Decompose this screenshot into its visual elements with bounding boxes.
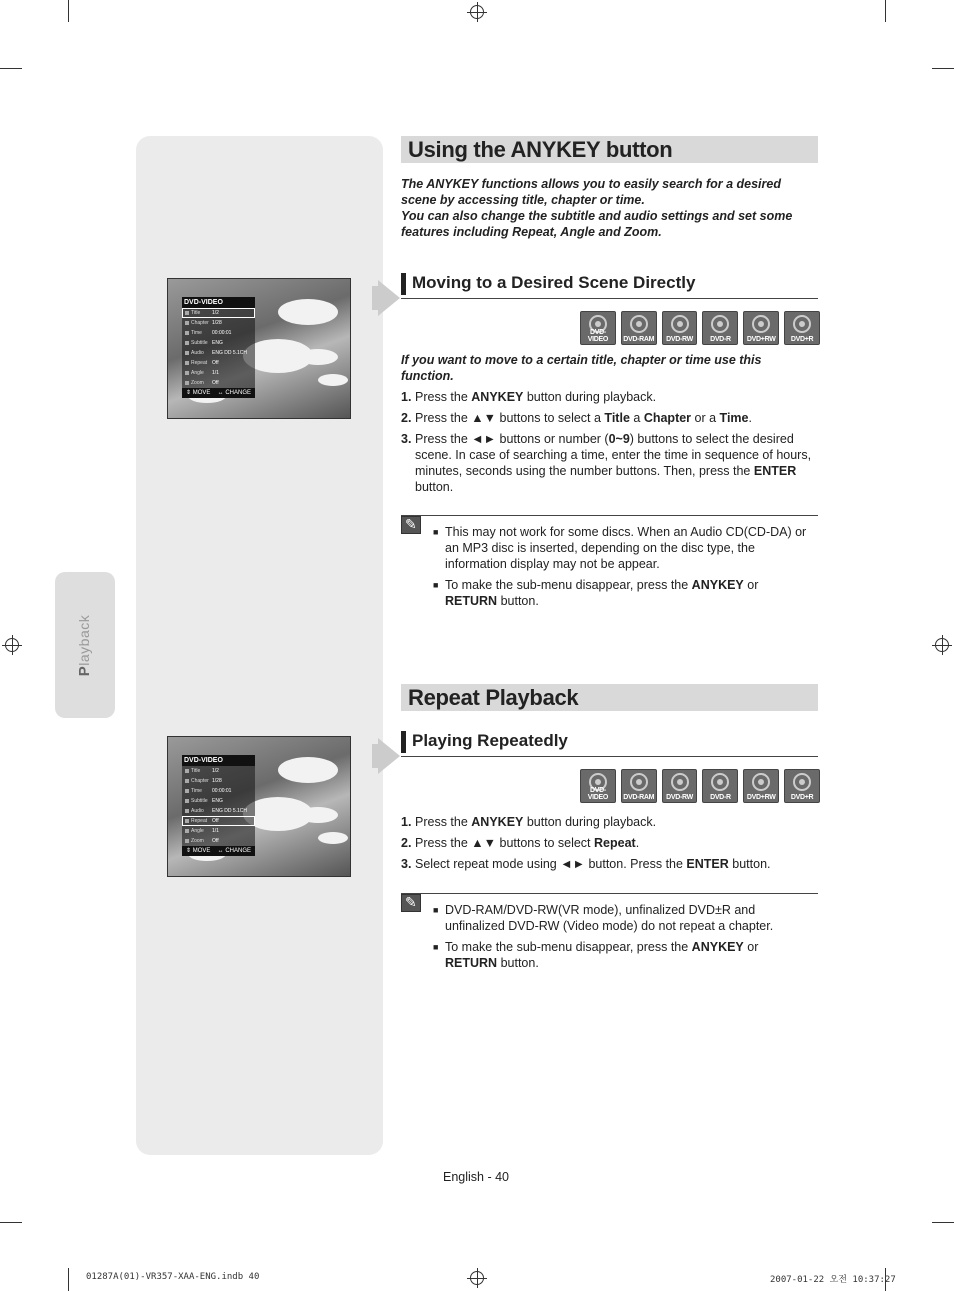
note-pencil-icon	[401, 894, 421, 912]
note-box	[401, 893, 818, 984]
text-run: .	[635, 836, 640, 850]
osd-row-icon	[185, 351, 189, 355]
osd-row-value: 1/1	[212, 370, 219, 376]
step-number: 1.	[401, 390, 412, 404]
osd-row-icon	[185, 311, 189, 315]
osd-row-key: Chapter	[191, 320, 209, 326]
intro-line: The ANYKEY functions allows you to easily search for a desired	[401, 177, 781, 191]
bold-term: ENTER	[753, 464, 797, 478]
text-run: button during playback.	[523, 390, 657, 404]
osd-row-key: Repeat	[191, 360, 208, 366]
disc-type-icon	[743, 311, 779, 345]
note-item	[433, 524, 813, 572]
crop-mark	[932, 1222, 954, 1223]
seagull-image	[278, 299, 338, 325]
osd-change-hint: ↔ CHANGE	[217, 390, 251, 396]
osd-row-value: ENG DD 5.1CH	[212, 808, 248, 814]
text-run: or	[743, 578, 759, 592]
crop-mark	[68, 1268, 69, 1291]
osd-row-value: ENG	[212, 340, 223, 346]
seagull-image	[318, 374, 348, 386]
disc-type-icon	[784, 769, 820, 803]
osd-row	[182, 776, 255, 786]
osd-row-value: Off	[212, 380, 219, 386]
osd-row-value: 1/28	[212, 778, 222, 784]
registration-mark-icon	[5, 638, 19, 652]
osd-row-value: 1/2	[212, 768, 219, 774]
bold-term: Chapter	[643, 411, 692, 425]
note-item	[433, 939, 813, 971]
osd-row-value: 00:00:01	[212, 788, 232, 794]
crop-mark	[932, 68, 954, 69]
bold-term: ANYKEY	[471, 390, 524, 404]
bold-term: Title	[604, 411, 630, 425]
disc-type-label: DVD-VIDEO	[587, 329, 609, 343]
text-run: .	[748, 411, 752, 425]
osd-row-icon	[185, 769, 189, 773]
text-run: Press the	[415, 815, 472, 829]
disc-type-label: DVD-RW	[666, 336, 693, 343]
osd-row-icon	[185, 779, 189, 783]
osd-header: DVD-VIDEO	[182, 297, 255, 308]
bold-term: Time	[719, 411, 749, 425]
osd-footer	[182, 388, 255, 398]
registration-mark-icon	[470, 5, 484, 19]
osd-menu	[182, 297, 255, 398]
osd-row-key: Subtitle	[191, 340, 208, 346]
text-run: or	[743, 940, 759, 954]
subheading-label: Moving to a Desired Scene Directly	[412, 273, 696, 292]
osd-row-key: Angle	[191, 370, 204, 376]
page-number: English - 40	[443, 1170, 510, 1184]
osd-row-icon	[185, 331, 189, 335]
disc-type-label: DVD+R	[790, 336, 814, 343]
step-item	[401, 856, 819, 872]
text-run: DVD-RAM/DVD-RW(VR mode), unfinalized DVD±R and unfinalized DVD-RW (Video mode) do not repeat a chapter.	[445, 903, 774, 933]
osd-footer	[182, 846, 255, 856]
text-run: ) buttons to select the desired scene. In case of searching a time, enter the time in sequence of hours, minutes, seconds using the number buttons. Then, press the	[415, 432, 812, 478]
text-run: a	[629, 411, 644, 425]
osd-row-value: 1/28	[212, 320, 222, 326]
osd-row-icon	[185, 361, 189, 365]
disc-type-icon	[784, 311, 820, 345]
bold-term: RETURN	[445, 956, 498, 970]
disc-type-label: DVD+R	[790, 794, 814, 801]
page-title: Using the ANYKEY button	[408, 137, 673, 162]
step-item	[401, 814, 819, 830]
osd-row-icon	[185, 829, 189, 833]
text-run: Press the ▲▼ buttons to select	[415, 836, 594, 850]
seagull-image	[298, 349, 338, 365]
osd-move-hint: ⇕ MOVE	[186, 390, 211, 396]
osd-row-value: 1/2	[212, 310, 219, 316]
osd-row-icon	[185, 381, 189, 385]
bold-term: ANYKEY	[691, 578, 744, 592]
registration-mark-icon	[470, 1271, 484, 1285]
disc-icons	[580, 769, 820, 805]
crop-mark	[885, 0, 886, 22]
crop-mark	[0, 1222, 22, 1223]
print-date-info: 2007-01-22 오전 10:37:27	[770, 1275, 896, 1285]
text-run: button.	[728, 857, 771, 871]
osd-row-icon	[185, 799, 189, 803]
steps-list	[401, 814, 819, 877]
osd-row	[182, 308, 255, 318]
step-item	[401, 431, 819, 495]
text-run: To make the sub-menu disappear, press the	[445, 578, 692, 592]
osd-header: DVD-VIDEO	[182, 755, 255, 766]
text-run: This may not work for some discs. When an Audio CD(CD-DA) or an MP3 disc is inserted, depending on the disc type, the information display may not be appear.	[445, 525, 807, 571]
seagull-image	[318, 832, 348, 844]
osd-change-hint: ↔ CHANGE	[217, 848, 251, 854]
osd-row-value: 1/1	[212, 828, 219, 834]
text-run: or a	[691, 411, 720, 425]
note-box	[401, 515, 818, 616]
osd-row-icon	[185, 819, 189, 823]
text-run: button during playback.	[523, 815, 657, 829]
print-file-info: 01287A(01)-VR357-XAA-ENG.indb 40	[86, 1272, 260, 1282]
registration-mark-icon	[935, 638, 949, 652]
bold-term: 0~9	[608, 432, 630, 446]
note-item	[433, 902, 813, 934]
note-item	[433, 577, 813, 609]
disc-type-icon	[621, 769, 657, 803]
text-run: Press the ◄► buttons or number (	[415, 432, 609, 446]
step-number: 2.	[401, 411, 412, 425]
step-number: 3.	[401, 857, 412, 871]
disc-type-icon	[580, 769, 616, 803]
osd-row-icon	[185, 839, 189, 843]
crop-mark	[0, 68, 22, 69]
note-list	[433, 524, 813, 614]
osd-row-value: Off	[212, 360, 219, 366]
osd-row	[182, 796, 255, 806]
osd-row-key: Chapter	[191, 778, 209, 784]
osd-row	[182, 318, 255, 328]
osd-row	[182, 328, 255, 338]
step-number: 1.	[401, 815, 412, 829]
disc-type-icon	[621, 311, 657, 345]
osd-row-value: Off	[212, 818, 219, 824]
osd-row-key: Repeat	[191, 818, 208, 824]
seagull-image	[298, 807, 338, 823]
osd-row-icon	[185, 809, 189, 813]
osd-row	[182, 378, 255, 388]
osd-row-key: Title	[191, 768, 201, 774]
text-run: button.	[497, 956, 539, 970]
bold-term: ENTER	[686, 857, 729, 871]
subintro-text	[401, 352, 818, 384]
osd-row-value: ENG	[212, 798, 223, 804]
osd-row-icon	[185, 789, 189, 793]
disc-icons	[580, 311, 820, 347]
step-item	[401, 410, 819, 426]
osd-row-key: Angle	[191, 828, 204, 834]
disc-type-icon	[580, 311, 616, 345]
disc-type-label: DVD-VIDEO	[587, 787, 609, 801]
subintro-line: function.	[401, 369, 454, 383]
text-run: Select repeat mode using ◄► button. Press the	[415, 857, 687, 871]
steps-list	[401, 389, 819, 500]
osd-row-value: ENG DD 5.1CH	[212, 350, 248, 356]
osd-row	[182, 338, 255, 348]
bold-term: RETURN	[445, 594, 498, 608]
intro-line: You can also change the subtitle and audio settings and set some	[401, 209, 793, 223]
bold-term: ANYKEY	[691, 940, 744, 954]
disc-type-icon	[702, 311, 738, 345]
osd-row-value: 00:00:01	[212, 330, 232, 336]
disc-type-icon	[662, 311, 698, 345]
osd-row	[182, 826, 255, 836]
pointer-arrow-icon	[378, 738, 400, 774]
disc-type-label: DVD-R	[710, 336, 731, 343]
side-tab-label: layback	[76, 614, 93, 666]
text-run: Press the	[415, 390, 472, 404]
osd-row-value: Off	[212, 838, 219, 844]
intro-line: scene by accessing title, chapter or time.	[401, 193, 645, 207]
side-tab-playback	[55, 572, 115, 718]
intro-text	[401, 176, 818, 240]
subheading-playing	[401, 730, 818, 757]
text-run: Press the ▲▼ buttons to select a	[415, 411, 605, 425]
osd-row-key: Audio	[191, 808, 204, 814]
osd-row-icon	[185, 321, 189, 325]
step-number: 3.	[401, 432, 412, 446]
tv-screen-osd	[167, 278, 351, 419]
side-tab-initial: P	[76, 665, 94, 676]
subheading-label: Playing Repeatedly	[412, 731, 568, 750]
disc-type-icon	[702, 769, 738, 803]
osd-row-key: Subtitle	[191, 798, 208, 804]
note-list	[433, 902, 813, 976]
osd-row-key: Zoom	[191, 838, 204, 844]
text-run: button.	[497, 594, 539, 608]
osd-row-key: Time	[191, 330, 202, 336]
disc-type-label: DVD+RW	[746, 794, 776, 801]
step-item	[401, 389, 819, 405]
subintro-line: If you want to move to a certain title, chapter or time use this	[401, 353, 762, 367]
note-pencil-icon	[401, 516, 421, 534]
text-run: button.	[415, 480, 454, 494]
osd-row	[182, 368, 255, 378]
osd-row	[182, 836, 255, 846]
disc-type-icon	[743, 769, 779, 803]
osd-row-icon	[185, 341, 189, 345]
osd-row-key: Audio	[191, 350, 204, 356]
section-title-anykey	[401, 136, 818, 163]
osd-row-key: Zoom	[191, 380, 204, 386]
osd-row	[182, 786, 255, 796]
bold-term: Repeat	[594, 836, 636, 850]
disc-type-icon	[662, 769, 698, 803]
disc-type-label: DVD+RW	[746, 336, 776, 343]
section-title-label: Repeat Playback	[408, 685, 579, 710]
disc-type-label: DVD-RW	[666, 794, 693, 801]
tv-screen-osd	[167, 736, 351, 877]
step-number: 2.	[401, 836, 412, 850]
intro-line: features including Repeat, Angle and Zoom.	[401, 225, 662, 239]
disc-type-label: DVD-RAM	[623, 336, 655, 343]
osd-row-key: Time	[191, 788, 202, 794]
osd-menu	[182, 755, 255, 856]
osd-row	[182, 806, 255, 816]
osd-move-hint: ⇕ MOVE	[186, 848, 211, 854]
crop-mark	[68, 0, 69, 22]
osd-row-icon	[185, 371, 189, 375]
osd-row	[182, 348, 255, 358]
seagull-image	[278, 757, 338, 783]
text-run: To make the sub-menu disappear, press the	[445, 940, 692, 954]
osd-row	[182, 766, 255, 776]
osd-row	[182, 816, 255, 826]
pointer-arrow-icon	[378, 280, 400, 316]
section-title-repeat	[401, 684, 818, 711]
osd-row	[182, 358, 255, 368]
osd-row-key: Title	[191, 310, 201, 316]
subheading-moving	[401, 272, 818, 299]
step-item	[401, 835, 819, 851]
disc-type-label: DVD-RAM	[623, 794, 655, 801]
disc-type-label: DVD-R	[710, 794, 731, 801]
bold-term: ANYKEY	[471, 815, 524, 829]
